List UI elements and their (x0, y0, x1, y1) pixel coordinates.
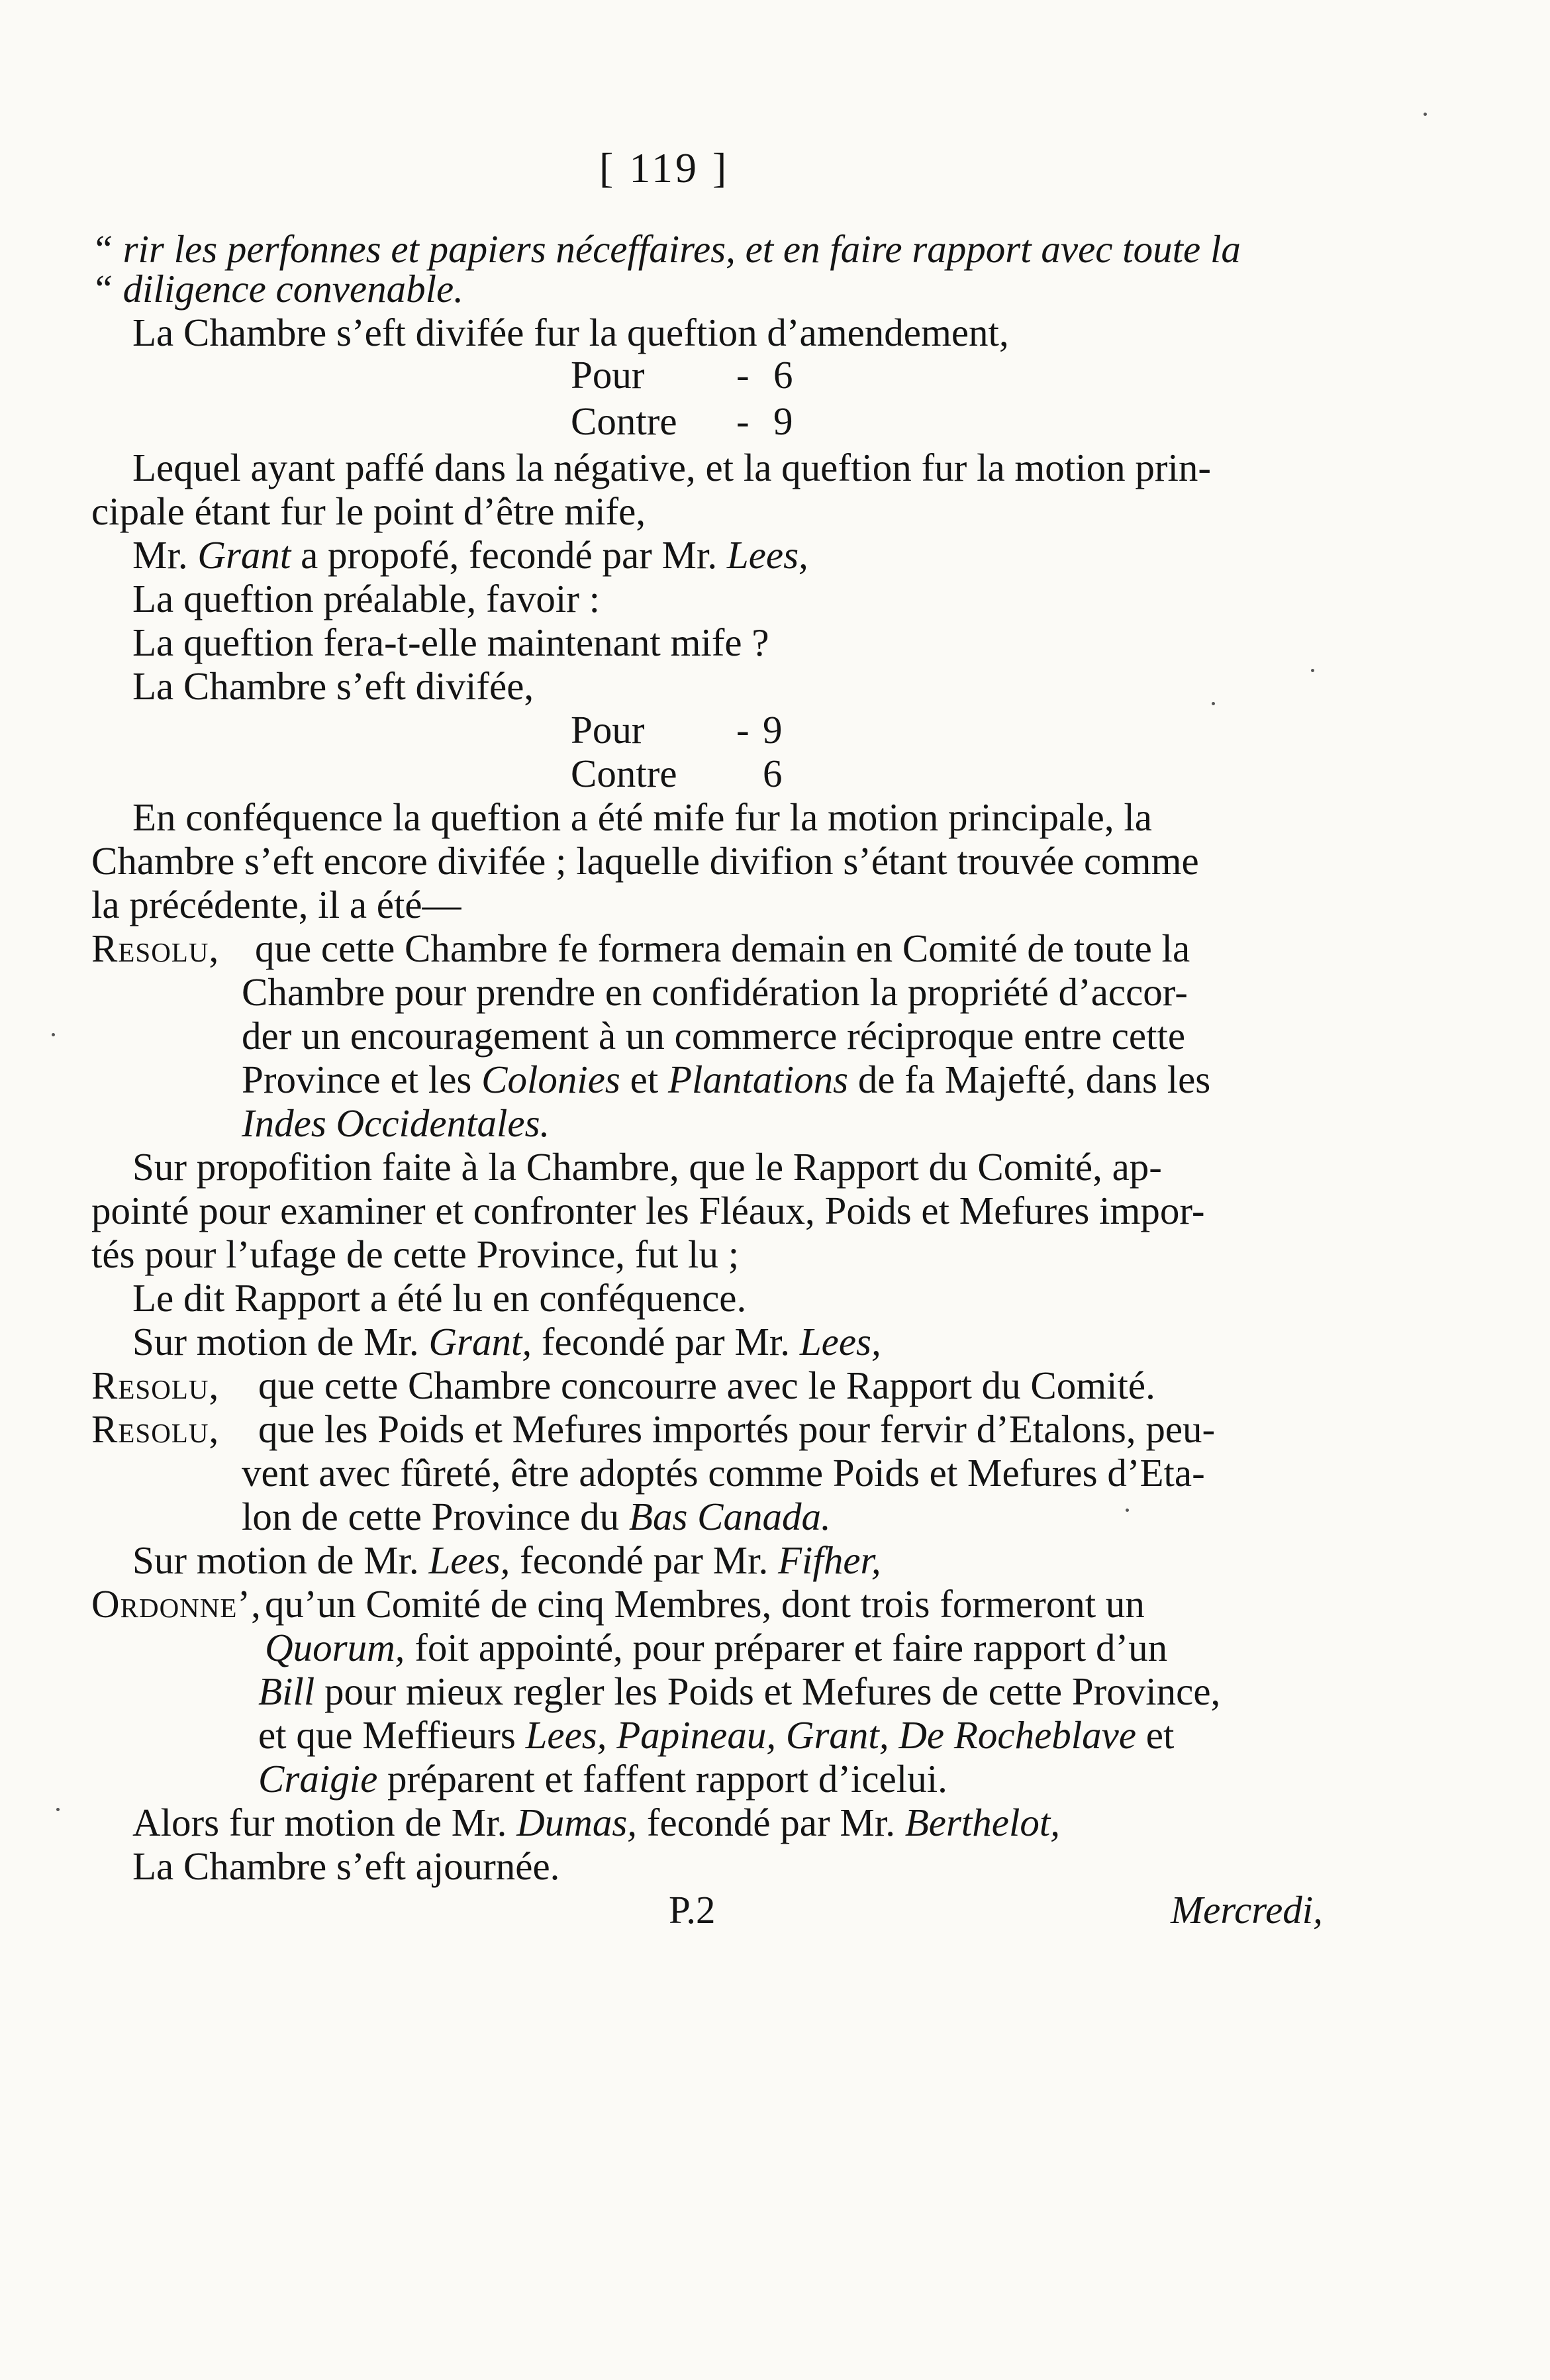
paragraph-line: Le dit Rapport a été lu en conféquence. (132, 1276, 747, 1320)
paragraph-line (258, 1667, 1220, 1715)
member-name: Fifher, (778, 1538, 881, 1582)
paragraph-line: qu’un Comité de cinq Membres, dont trois formeront un (265, 1582, 1145, 1626)
vote-pour-label: Pour (571, 708, 645, 752)
text: lon de cette Province du (242, 1495, 620, 1538)
paragraph-line (132, 1536, 881, 1584)
text: Sur motion de Mr. (132, 1538, 419, 1582)
resolution-label: Resolu, (91, 926, 220, 970)
resolution-label: Resolu, (91, 1407, 220, 1451)
vote-contre-label: Contre (571, 752, 677, 795)
paper-speck (56, 1808, 60, 1811)
paragraph-line: La Chambre s’eft divifée, (132, 664, 534, 708)
text: fecondé par Mr. (646, 1801, 895, 1844)
paper-speck (1424, 113, 1427, 116)
emphasis: Plantations (668, 1058, 849, 1101)
paragraph-line (132, 1799, 1060, 1846)
paragraph-line (258, 1755, 947, 1803)
paragraph-line: Chambre s’eft encore divifée ; laquelle divifion s’étant trouvée comme (91, 839, 1199, 883)
paragraph-line: que cette Chambre fe formera demain en Comité de toute la (255, 926, 1190, 970)
emphasis: Quorum, (265, 1626, 405, 1669)
member-name: Dumas, (516, 1801, 638, 1844)
paragraph-line (132, 1318, 881, 1365)
paragraph-line: La queftion préalable, favoir : (132, 577, 601, 620)
member-name: Lees, (428, 1538, 510, 1582)
signature-mark: P.2 (669, 1888, 716, 1932)
text: Alors fur motion de Mr. (132, 1801, 507, 1844)
paragraph-line (242, 1056, 1210, 1103)
text: foit appointé, pour préparer et faire rapport d’un (414, 1626, 1168, 1669)
text: Sur motion de Mr. (132, 1320, 419, 1364)
paragraph-line (242, 1493, 831, 1540)
paragraph-line (132, 531, 808, 579)
paragraph-line: tés pour l’ufage de cette Province, fut lu ; (91, 1232, 740, 1276)
quote-line: “ rir les perfonnes et papiers néceffaires, et en faire rapport avec toute la (91, 227, 1241, 271)
text: et (1145, 1713, 1175, 1757)
text: préparent et faffent rapport d’icelui. (387, 1757, 947, 1801)
vote-dash: - (736, 708, 750, 752)
text: fecondé par Mr. (541, 1320, 791, 1364)
member-name: Craigie (258, 1757, 378, 1801)
paragraph-line: Chambre pour prendre en confidération la propriété d’accor- (242, 970, 1188, 1014)
text: a propofé, fecondé par Mr. (301, 533, 718, 577)
emphasis: Bas Canada. (628, 1495, 831, 1538)
catchword: Mercredi, (1171, 1888, 1323, 1932)
quote-line: “ diligence convenable. (91, 267, 463, 311)
member-name: Berthelot, (904, 1801, 1061, 1844)
paragraph-line (258, 1711, 1174, 1759)
member-name: Grant, (428, 1320, 532, 1364)
paragraph-line: que cette Chambre concourre avec le Rapport du Comité. (258, 1364, 1155, 1407)
paper-speck (1311, 669, 1314, 672)
paper-speck (1212, 702, 1215, 705)
member-name: Lees, (726, 533, 808, 577)
resolution-label: Resolu, (91, 1364, 220, 1407)
order-label: Ordonne’, (91, 1582, 262, 1626)
vote-dash: - (736, 399, 750, 443)
paper-speck (1126, 1509, 1129, 1512)
paragraph-line (265, 1624, 1167, 1671)
text: de fa Majefté, dans les (857, 1058, 1211, 1101)
vote-dash: - (736, 353, 750, 397)
paragraph-line: En conféquence la queftion a été mife fur la motion principale, la (132, 795, 1152, 839)
text: Province et les (242, 1058, 472, 1101)
paragraph-line: La Chambre s’eft divifée fur la queftion d’amendement, (132, 311, 1009, 354)
emphasis: Colonies (481, 1058, 620, 1101)
vote-pour-label: Pour (571, 353, 645, 397)
paragraph-line: Indes Occidentales. (242, 1101, 550, 1145)
member-names: Lees, Papineau, Grant, De Rocheblave (525, 1713, 1137, 1757)
paragraph-line: cipale étant fur le point d’être mife, (91, 489, 646, 533)
paragraph-line: vent avec fûreté, être adoptés comme Poids et Mefures d’Eta- (242, 1451, 1205, 1495)
member-name: Lees, (799, 1320, 881, 1364)
paragraph-line: La Chambre s’eft ajournée. (132, 1844, 560, 1888)
vote-contre-count: 9 (773, 399, 793, 443)
vote-contre-label: Contre (571, 399, 677, 443)
text: pour mieux regler les Poids et Mefures de cette Province, (324, 1669, 1221, 1713)
paragraph-line: pointé pour examiner et confronter les Fléaux, Poids et Mefures impor- (91, 1189, 1205, 1232)
vote-pour-count: 6 (773, 353, 793, 397)
vote-pour-count: 9 (763, 708, 783, 752)
member-name: Grant (197, 533, 291, 577)
paragraph-line: la précédente, il a été— (91, 883, 461, 926)
page-number: [ 119 ] (599, 144, 730, 191)
text: et que Meffieurs (258, 1713, 516, 1757)
vote-contre-count: 6 (763, 752, 783, 795)
paragraph-line: Lequel ayant paffé dans la négative, et la queftion fur la motion prin- (132, 446, 1212, 489)
emphasis: Bill (258, 1669, 315, 1713)
paragraph-line: Sur propofition faite à la Chambre, que le Rapport du Comité, ap- (132, 1145, 1162, 1189)
paragraph-line: der un encouragement à un commerce réciproque entre cette (242, 1014, 1186, 1058)
paper-speck (52, 1033, 55, 1036)
text: fecondé par Mr. (520, 1538, 769, 1582)
text: et (630, 1058, 659, 1101)
text: Mr. (132, 533, 188, 577)
paragraph-line: que les Poids et Mefures importés pour fervir d’Etalons, peu- (258, 1407, 1216, 1451)
paragraph-line: La queftion fera-t-elle maintenant mife ? (132, 620, 769, 664)
